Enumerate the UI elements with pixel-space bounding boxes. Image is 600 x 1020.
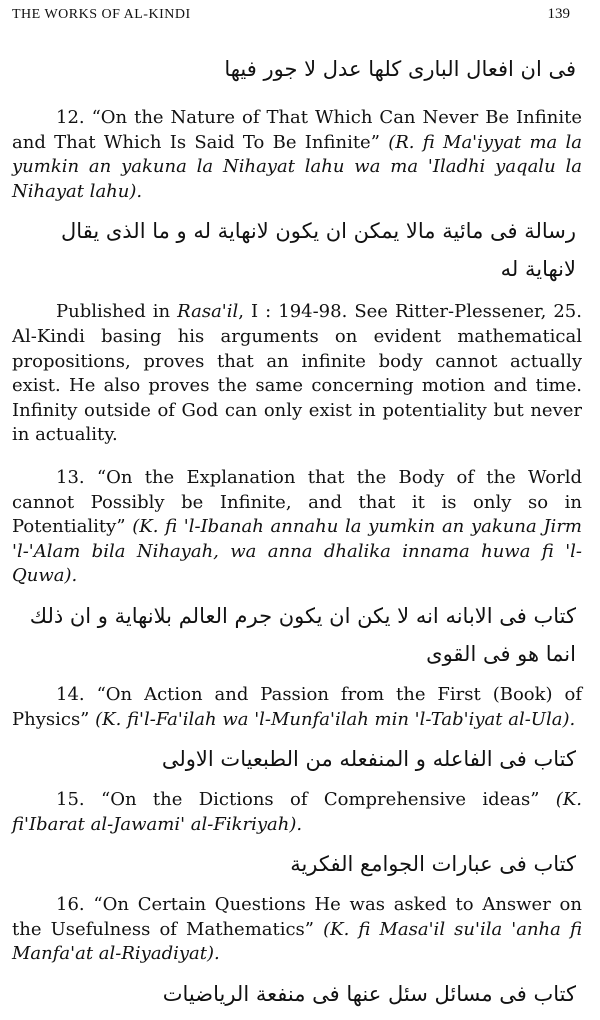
- entry-arabic: [12, 975, 582, 1013]
- publication-note: [12, 300, 582, 448]
- entry-12: [12, 106, 582, 448]
- entry-number: 13.: [56, 466, 85, 488]
- entry-arabic: [12, 212, 582, 288]
- entry-number: 14.: [56, 683, 85, 705]
- entry-heading: [12, 466, 582, 589]
- running-title: THE WORKS OF AL-KINDI: [12, 7, 191, 22]
- entry-title: “On the Explanation that the Body of the World cannot Possibly be Infinite, and that it is only so in Potentiality”: [12, 466, 582, 538]
- arabic-line: كتاب فى الابانه انه لا يكن ان يكون جرم العالم بلانهاية و ان ذلك: [29, 603, 576, 628]
- entry-15: [12, 788, 582, 883]
- entry-arabic: [12, 740, 582, 778]
- running-header: [12, 6, 582, 28]
- arabic-line: رسالة فى مائية مالا يمكن ان يكون لانهاية له و ما الذى يقال: [61, 219, 576, 244]
- entry-heading: [12, 893, 582, 967]
- publication-source: Rasa'il: [177, 301, 239, 323]
- entry-14: [12, 683, 582, 778]
- entry-transliteration: (K. fi 'l-Ibanah annahu la yumkin an yakuna Jirm 'l-'Alam bila Nihayah, wa anna dhalika innama huwa fi 'l-Quwa).: [12, 516, 582, 587]
- intro-arabic-line: فى ان افعال البارى كلها عدل لا جور فيها: [224, 57, 576, 81]
- entry-transliteration: (K. fi'l-Fa'ilah wa 'l-Munfa'ilah min 'l-Tab'iyat al-Ula).: [95, 708, 576, 730]
- arabic-line: كتاب فى مسائل سئل عنها فى منفعة الرياضيات: [162, 982, 576, 1007]
- entry-heading: [12, 106, 582, 204]
- entry-title: “On the Dictions of Comprehensive ideas”: [101, 789, 540, 811]
- arabic-line: انما هو فى القوى: [426, 641, 576, 666]
- arabic-line: لانهاية له: [500, 257, 576, 282]
- entry-13: [12, 466, 582, 673]
- entry-transliteration: (R. fi Ma'iyyat ma la yumkin an yakuna la Nihayat lahu wa ma 'Iladhi yaqalu la Nihayat lahu).: [12, 131, 582, 202]
- entry-arabic: [12, 597, 582, 673]
- entry-title: “On Certain Questions He was asked to Answer on the Usefulness of Mathematics”: [12, 894, 582, 940]
- entry-title: “On Action and Passion from the First (Book) of Physics”: [12, 683, 582, 730]
- entry-title: “On the Nature of That Which Can Never Be Infinite and That Which Is Said To Be Infinite”: [12, 107, 582, 153]
- page-number: 139: [547, 6, 570, 22]
- entry-number: 16.: [56, 894, 85, 916]
- entry-16: [12, 893, 582, 1013]
- publication-text: , I : 194-98. See Ritter-Plessener, 25. Al-Kindi basing his arguments on evident mathematical propositions, proves that an infinite body cannot actually exist. He also proves the same concerning motion and time. Infinity outside of God can only exist in potentiality but never in actuality.: [12, 301, 582, 446]
- arabic-line: كتاب فى الفاعله و المنفعله من الطبعيات الاولى: [161, 747, 576, 772]
- entry-heading: [12, 683, 582, 732]
- arabic-line: كتاب فى عبارات الجوامع الفكرية: [290, 852, 576, 877]
- entry-heading: [12, 788, 582, 837]
- entry-transliteration: (K. fi'Ibarat al-Jawami' al-Fikriyah).: [12, 789, 582, 835]
- publication-prefix: Published in: [56, 301, 178, 323]
- entry-number: 12.: [56, 107, 85, 128]
- entry-number: 15.: [56, 789, 85, 811]
- entry-arabic: [12, 845, 582, 883]
- entry-transliteration: (K. fi Masa'il su'ila 'anha fi Manfa'at al-Riyadiyat).: [12, 918, 582, 965]
